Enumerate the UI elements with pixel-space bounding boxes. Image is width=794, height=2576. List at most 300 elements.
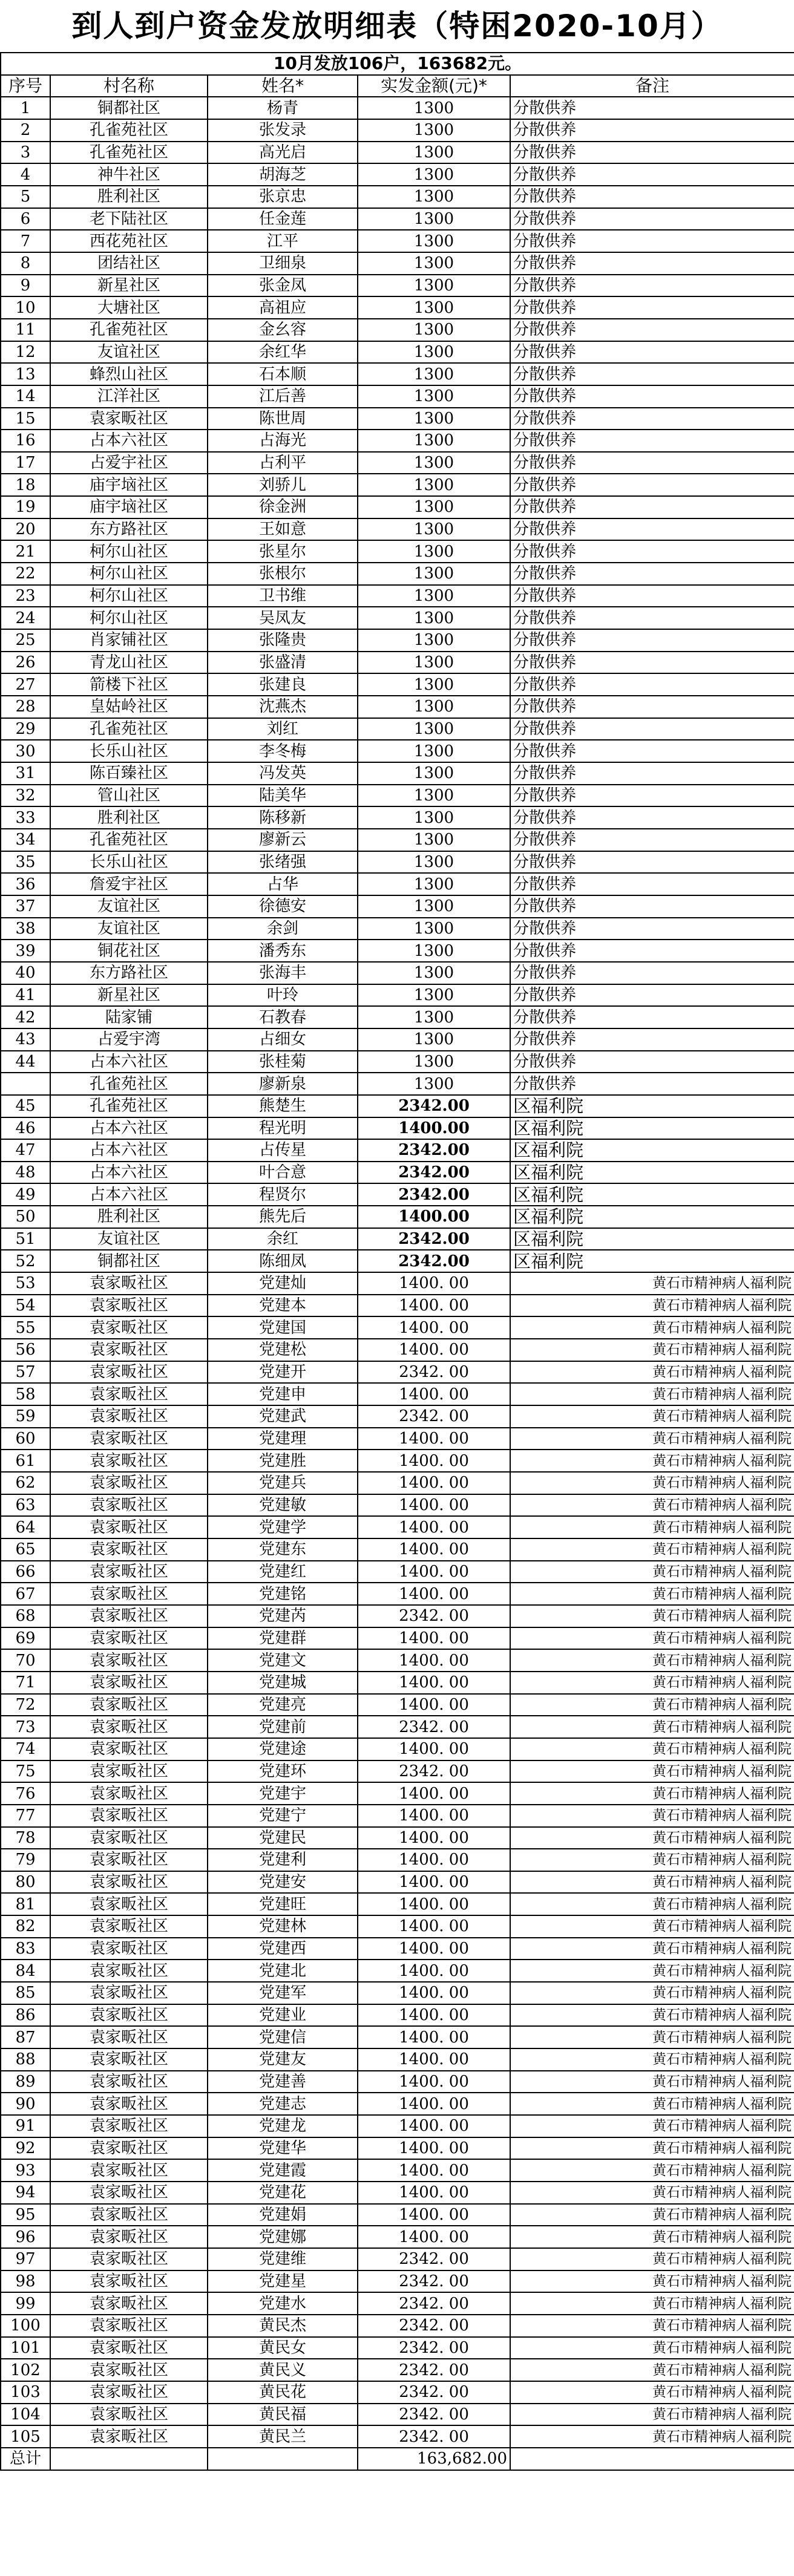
cell-note: 黄石市精神病人福利院 [510,2425,794,2448]
cell-name: 党建民 [208,1827,358,1849]
cell-amount: 1400. 00 [358,1516,510,1538]
cell-name: 冯发英 [208,762,358,785]
cell-amount: 2342.00 [358,1228,510,1250]
cell-seq: 82 [1,1915,50,1938]
table-row [1,1516,794,1538]
table-row [1,607,794,629]
table-row [1,2404,794,2426]
cell-amount: 2342. 00 [358,2337,510,2359]
cell-seq: 27 [1,673,50,696]
cell-name: 党建武 [208,1405,358,1428]
cell-note: 黄石市精神病人福利院 [510,1849,794,1871]
table-row [1,1982,794,2004]
cell-amount: 1400. 00 [358,1982,510,2004]
cell-seq: 96 [1,2226,50,2248]
cell-name: 党建善 [208,2071,358,2093]
cell-note: 黄石市精神病人福利院 [510,1494,794,1517]
cell-village: 袁家畈社区 [50,1915,208,1938]
table-row [1,1139,794,1162]
cell-seq: 60 [1,1428,50,1450]
table-row [1,540,794,563]
table-row [1,1250,794,1272]
table-row [1,208,794,230]
cell-name: 高祖应 [208,296,358,319]
cell-amount: 2342. 00 [358,2359,510,2381]
table-row [1,585,794,607]
cell-amount: 1300 [358,385,510,408]
cell-seq: 79 [1,1849,50,1871]
cell-name: 陈世周 [208,408,358,430]
cell-amount: 1400. 00 [358,2004,510,2027]
cell-seq: 83 [1,1938,50,1960]
cell-seq: 35 [1,851,50,874]
cell-seq: 11 [1,319,50,341]
table-row [1,275,794,297]
table-row [1,762,794,785]
cell-seq: 44 [1,1051,50,1073]
table-row [1,1295,794,1317]
cell-name: 党建霞 [208,2159,358,2182]
cell-seq: 92 [1,2137,50,2160]
cell-seq: 18 [1,474,50,496]
cell-seq: 10 [1,296,50,319]
cell-name: 党建利 [208,1849,358,1871]
cell-name: 吴凤友 [208,607,358,629]
table-row [1,252,794,275]
cell-village: 柯尔山社区 [50,540,208,563]
cell-amount: 1300 [358,918,510,940]
header-amount: 实发金额(元)* [358,75,510,97]
cell-name: 占传星 [208,1139,358,1162]
cell-seq: 94 [1,2182,50,2204]
cell-note: 分散供养 [510,895,794,918]
cell-village: 友谊社区 [50,1228,208,1250]
cell-note: 分散供养 [510,962,794,984]
cell-seq: 101 [1,2337,50,2359]
cell-seq: 31 [1,762,50,785]
cell-note: 黄石市精神病人福利院 [510,1649,794,1672]
table-row [1,696,794,718]
cell-seq: 73 [1,1716,50,1738]
table-row [1,496,794,518]
cell-note: 分散供养 [510,363,794,385]
cell-village: 西花苑社区 [50,230,208,252]
table-row [1,940,794,962]
cell-village: 袁家畈社区 [50,1605,208,1627]
cell-seq: 102 [1,2359,50,2381]
cell-amount: 1300 [358,119,510,142]
cell-village: 新星社区 [50,275,208,297]
table-row [1,518,794,541]
cell-note: 分散供养 [510,142,794,164]
cell-village: 袁家畈社区 [50,1428,208,1450]
table-row [1,895,794,918]
table-row [1,1583,794,1605]
cell-note: 黄石市精神病人福利院 [510,1472,794,1494]
cell-seq: 57 [1,1361,50,1384]
cell-note: 黄石市精神病人福利院 [510,1915,794,1938]
cell-name: 熊楚生 [208,1095,358,1117]
cell-name: 党建娜 [208,2226,358,2248]
cell-amount: 1300 [358,319,510,341]
cell-note: 黄石市精神病人福利院 [510,1672,794,1694]
cell-village: 袁家畈社区 [50,1849,208,1871]
table-row [1,1871,794,1894]
cell-seq: 24 [1,607,50,629]
cell-note: 黄石市精神病人福利院 [510,1827,794,1849]
cell-seq: 5 [1,186,50,208]
cell-village: 孔雀苑社区 [50,829,208,851]
table-row [1,851,794,874]
cell-name: 余红华 [208,341,358,364]
cell-seq: 65 [1,1538,50,1561]
cell-amount: 1400. 00 [358,2048,510,2071]
cell-amount: 1300 [358,363,510,385]
cell-note: 分散供养 [510,1028,794,1051]
cell-name: 张桂菊 [208,1051,358,1073]
cell-name: 高光启 [208,142,358,164]
cell-amount: 2342.00 [358,1250,510,1272]
cell-seq: 88 [1,2048,50,2071]
cell-amount: 1400.00 [358,1206,510,1228]
cell-name: 黄民义 [208,2359,358,2381]
cell-amount: 2342. 00 [358,1361,510,1384]
cell-note: 黄石市精神病人福利院 [510,1383,794,1405]
table-row [1,2071,794,2093]
table-row [1,2315,794,2337]
cell-village: 孔雀苑社区 [50,119,208,142]
cell-seq: 103 [1,2381,50,2404]
total-empty-name [208,2448,358,2470]
table-row [1,1472,794,1494]
cell-amount: 2342.00 [358,1095,510,1117]
table-row [1,1095,794,1117]
cell-amount: 1300 [358,829,510,851]
cell-name: 党建理 [208,1428,358,1450]
cell-amount: 1400. 00 [358,1893,510,1915]
cell-note: 分散供养 [510,208,794,230]
cell-name: 叶合意 [208,1162,358,1184]
cell-village: 庙宇垴社区 [50,496,208,518]
cell-note: 区福利院 [510,1095,794,1117]
cell-village: 詹爱宇社区 [50,873,208,895]
cell-amount: 1300 [358,408,510,430]
cell-note: 黄石市精神病人福利院 [510,2048,794,2071]
cell-note: 黄石市精神病人福利院 [510,1982,794,2004]
cell-note: 黄石市精神病人福利院 [510,2337,794,2359]
cell-note: 黄石市精神病人福利院 [510,1516,794,1538]
cell-seq: 55 [1,1316,50,1339]
cell-name: 张建良 [208,673,358,696]
cell-amount: 1400. 00 [358,2093,510,2115]
cell-amount: 1300 [358,1006,510,1028]
table-row [1,785,794,807]
cell-name: 张京忠 [208,186,358,208]
cell-seq: 42 [1,1006,50,1028]
cell-note: 黄石市精神病人福利院 [510,2292,794,2315]
cell-village: 孔雀苑社区 [50,1073,208,1095]
cell-village: 袁家畈社区 [50,2248,208,2270]
cell-note: 分散供养 [510,186,794,208]
cell-amount: 1400. 00 [358,1672,510,1694]
cell-name: 党建敏 [208,1494,358,1517]
cell-name: 党建北 [208,1960,358,1982]
cell-village: 柯尔山社区 [50,563,208,585]
cell-amount: 1300 [358,252,510,275]
cell-amount: 1300 [358,563,510,585]
cell-note: 分散供养 [510,696,794,718]
cell-village: 柯尔山社区 [50,607,208,629]
cell-seq: 86 [1,2004,50,2027]
cell-seq: 66 [1,1561,50,1583]
cell-note: 黄石市精神病人福利院 [510,1538,794,1561]
cell-name: 胡海芝 [208,163,358,186]
cell-seq: 21 [1,540,50,563]
table-row [1,2137,794,2160]
cell-amount: 1400. 00 [358,1738,510,1760]
cell-seq: 59 [1,1405,50,1428]
cell-name: 张根尔 [208,563,358,585]
cell-seq: 50 [1,1206,50,1228]
cell-amount: 1400. 00 [358,2115,510,2137]
cell-amount: 1400. 00 [358,1960,510,1982]
table-row [1,1339,794,1361]
cell-amount: 1300 [358,806,510,829]
cell-name: 李冬梅 [208,740,358,762]
table-row [1,2204,794,2226]
cell-name: 黄民兰 [208,2425,358,2448]
cell-note: 分散供养 [510,873,794,895]
cell-village: 长乐山社区 [50,740,208,762]
cell-note: 黄石市精神病人福利院 [510,2093,794,2115]
cell-name: 党建学 [208,1516,358,1538]
cell-amount: 2342. 00 [358,1605,510,1627]
cell-seq: 26 [1,652,50,674]
header-name: 姓名* [208,75,358,97]
cell-village: 神牛社区 [50,163,208,186]
cell-village: 袁家畈社区 [50,1494,208,1517]
cell-name: 陆美华 [208,785,358,807]
cell-amount: 1400. 00 [358,1827,510,1849]
cell-note: 黄石市精神病人福利院 [510,2159,794,2182]
table-row [1,1782,794,1805]
cell-amount: 1300 [358,607,510,629]
cell-name: 党建松 [208,1339,358,1361]
table-row [1,2425,794,2448]
cell-amount: 1400. 00 [358,1472,510,1494]
cell-village: 袁家畈社区 [50,2315,208,2337]
cell-name: 党建花 [208,2182,358,2204]
table-row [1,2248,794,2270]
cell-seq: 89 [1,2071,50,2093]
cell-village: 袁家畈社区 [50,1827,208,1849]
cell-name: 党建宁 [208,1805,358,1827]
cell-amount: 1300 [358,275,510,297]
cell-amount: 1400. 00 [358,1494,510,1517]
cell-seq: 90 [1,2093,50,2115]
cell-name: 党建胜 [208,1450,358,1472]
cell-amount: 1300 [358,1028,510,1051]
cell-amount: 1400. 00 [358,1915,510,1938]
cell-amount: 1300 [358,696,510,718]
cell-village: 袁家畈社区 [50,2159,208,2182]
cell-village: 袁家畈社区 [50,1516,208,1538]
cell-village: 袁家畈社区 [50,1272,208,1295]
cell-village: 肖家铺社区 [50,629,208,652]
table-row [1,2004,794,2027]
cell-village: 袁家畈社区 [50,1472,208,1494]
cell-village: 袁家畈社区 [50,2115,208,2137]
cell-seq: 22 [1,563,50,585]
cell-name: 党建途 [208,1738,358,1760]
cell-village: 袁家畈社区 [50,1672,208,1694]
cell-village: 袁家畈社区 [50,1938,208,1960]
cell-note: 分散供养 [510,275,794,297]
cell-amount: 1400. 00 [358,1383,510,1405]
cell-name: 黄民花 [208,2381,358,2404]
cell-seq: 81 [1,1893,50,1915]
cell-village: 袁家畈社区 [50,2004,208,2027]
table-row [1,829,794,851]
cell-seq: 6 [1,208,50,230]
cell-village: 柯尔山社区 [50,585,208,607]
table-row [1,1915,794,1938]
table-row [1,1073,794,1095]
cell-seq [1,1073,50,1095]
cell-name: 余剑 [208,918,358,940]
cell-name: 徐金洲 [208,496,358,518]
cell-village: 袁家畈社区 [50,2182,208,2204]
cell-village: 江洋社区 [50,385,208,408]
table-row [1,2381,794,2404]
cell-village: 袁家畈社区 [50,1316,208,1339]
cell-village: 占本六社区 [50,1183,208,1206]
table-row [1,1561,794,1583]
payment-table [0,52,794,2471]
cell-amount: 1400. 00 [358,2226,510,2248]
cell-note: 黄石市精神病人福利院 [510,1295,794,1317]
cell-note: 区福利院 [510,1250,794,1272]
cell-amount: 2342. 00 [358,2315,510,2337]
table-row [1,984,794,1007]
cell-village: 袁家畈社区 [50,1561,208,1583]
cell-seq: 62 [1,1472,50,1494]
cell-village: 袁家畈社区 [50,1694,208,1716]
cell-village: 新星社区 [50,984,208,1007]
cell-note: 黄石市精神病人福利院 [510,1782,794,1805]
cell-note: 分散供养 [510,452,794,474]
cell-note: 分散供养 [510,163,794,186]
cell-amount: 1400.00 [358,1117,510,1140]
cell-seq: 67 [1,1583,50,1605]
cell-amount: 2342.00 [358,1139,510,1162]
cell-seq: 4 [1,163,50,186]
cell-seq: 15 [1,408,50,430]
subtitle-row [1,53,794,75]
table-row [1,1405,794,1428]
cell-note: 分散供养 [510,629,794,652]
cell-note: 黄石市精神病人福利院 [510,1405,794,1428]
cell-amount: 1400. 00 [358,1627,510,1650]
cell-amount: 1400. 00 [358,1450,510,1472]
cell-amount: 1300 [358,474,510,496]
cell-seq: 29 [1,718,50,740]
cell-note: 黄石市精神病人福利院 [510,1561,794,1583]
cell-name: 占利平 [208,452,358,474]
cell-village: 袁家畈社区 [50,2359,208,2381]
cell-seq: 38 [1,918,50,940]
cell-amount: 2342.00 [358,1162,510,1184]
cell-seq: 12 [1,341,50,364]
cell-name: 党建开 [208,1361,358,1384]
cell-note: 分散供养 [510,607,794,629]
cell-seq: 99 [1,2292,50,2315]
cell-village: 占本六社区 [50,1117,208,1140]
table-row [1,363,794,385]
cell-note: 黄石市精神病人福利院 [510,1893,794,1915]
cell-amount: 1300 [358,629,510,652]
cell-village: 袁家畈社区 [50,1295,208,1317]
cell-note: 黄石市精神病人福利院 [510,1694,794,1716]
cell-note: 分散供养 [510,673,794,696]
table-row [1,1162,794,1184]
cell-note: 分散供养 [510,829,794,851]
cell-name: 党建信 [208,2026,358,2048]
cell-note: 分散供养 [510,785,794,807]
cell-name: 党建旺 [208,1893,358,1915]
cell-amount: 2342. 00 [358,1716,510,1738]
total-label: 总计 [1,2448,50,2470]
cell-seq: 23 [1,585,50,607]
cell-amount: 1300 [358,740,510,762]
cell-name: 党建铭 [208,1583,358,1605]
cell-village: 袁家畈社区 [50,2404,208,2426]
cell-note: 黄石市精神病人福利院 [510,1716,794,1738]
cell-note: 分散供养 [510,474,794,496]
cell-note: 黄石市精神病人福利院 [510,1361,794,1384]
cell-note: 分散供养 [510,563,794,585]
cell-seq: 45 [1,1095,50,1117]
cell-amount: 1300 [358,341,510,364]
cell-village: 陈百臻社区 [50,762,208,785]
cell-amount: 1300 [358,762,510,785]
cell-seq: 61 [1,1450,50,1472]
header-note: 备注 [510,75,794,97]
cell-seq: 78 [1,1827,50,1849]
cell-amount: 1300 [358,673,510,696]
cell-village: 铜花社区 [50,940,208,962]
table-row [1,1827,794,1849]
header-row [1,75,794,97]
cell-note: 分散供养 [510,585,794,607]
cell-name: 程贤尔 [208,1183,358,1206]
total-empty-note [510,2448,794,2470]
cell-note: 分散供养 [510,408,794,430]
cell-village: 占本六社区 [50,430,208,452]
cell-name: 熊先后 [208,1206,358,1228]
table-row [1,341,794,364]
cell-name: 党建灿 [208,1272,358,1295]
cell-amount: 1300 [358,652,510,674]
cell-seq: 68 [1,1605,50,1627]
cell-note: 黄石市精神病人福利院 [510,1450,794,1472]
cell-amount: 1400. 00 [358,1849,510,1871]
cell-village: 大塘社区 [50,296,208,319]
cell-village: 东方路社区 [50,518,208,541]
cell-note: 黄石市精神病人福利院 [510,1605,794,1627]
cell-seq: 75 [1,1760,50,1783]
table-row [1,385,794,408]
